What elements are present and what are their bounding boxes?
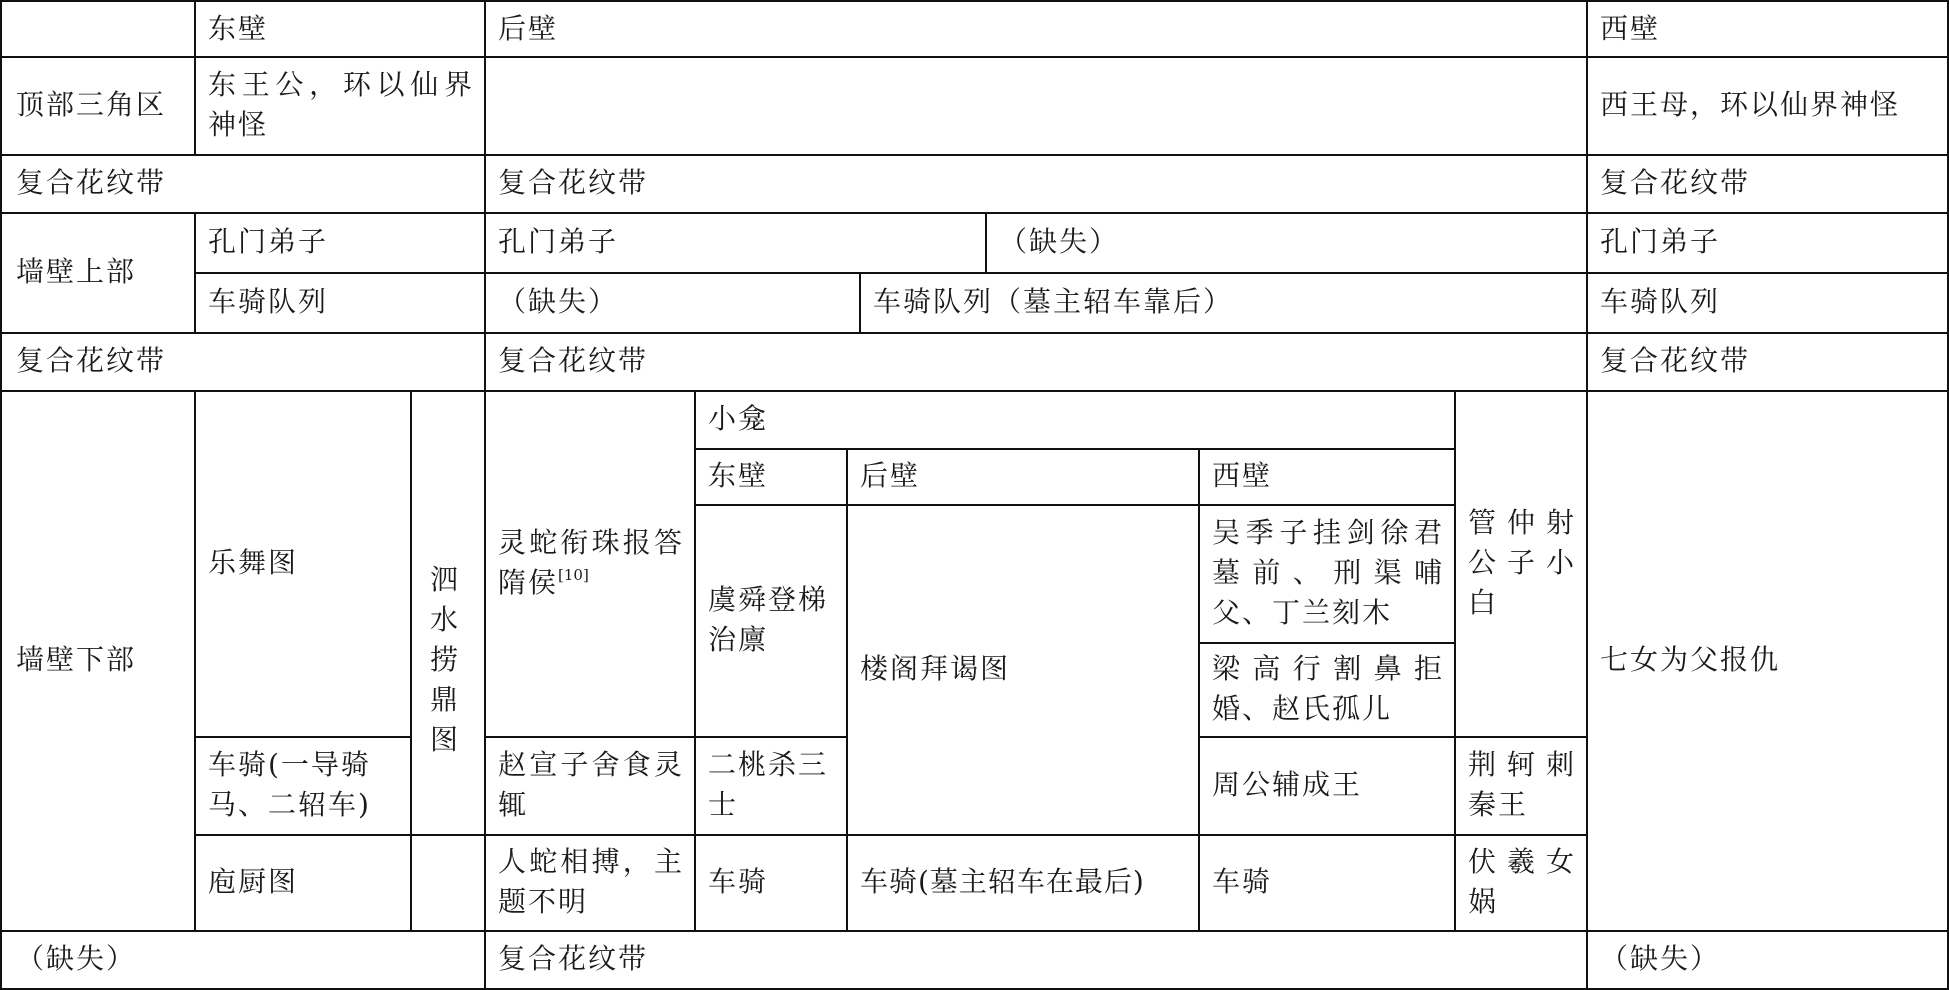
seven-daughters-text: 七女为父报仇 bbox=[1600, 643, 1781, 676]
grid-line bbox=[1198, 448, 1200, 932]
niche-yu-shun bbox=[694, 504, 846, 736]
lower-east-music-dance bbox=[194, 390, 410, 736]
lower-fuxi-nuwa bbox=[1454, 834, 1586, 930]
band-2-left-text: 复合花纹带 bbox=[16, 344, 167, 377]
niche-east-header bbox=[694, 448, 846, 504]
grid-line bbox=[1586, 0, 1588, 990]
niche-west-chariot bbox=[1198, 834, 1454, 930]
grid-line bbox=[694, 390, 696, 932]
upper-west-row2 bbox=[1586, 272, 1946, 332]
band-2-west bbox=[1586, 332, 1946, 390]
upper-rear-row1-left bbox=[484, 212, 985, 272]
top-triangle-east bbox=[194, 56, 484, 154]
grid-line bbox=[0, 930, 1949, 932]
niche-west-chariot-text: 车骑 bbox=[1212, 865, 1273, 898]
row-label-lower-wall bbox=[2, 390, 194, 930]
lower-east-music-text: 乐舞图 bbox=[208, 546, 299, 579]
lower-west-seven-daughters bbox=[1586, 390, 1946, 930]
upper-rear-row1-right-text: （缺失） bbox=[999, 225, 1120, 258]
grid-line bbox=[0, 0, 1949, 2]
zhao-xuanzi-text: 赵宣子舍食灵辄 bbox=[498, 748, 684, 821]
upper-east-row1-text: 孔门弟子 bbox=[208, 225, 329, 258]
bottom-rear-text: 复合花纹带 bbox=[498, 942, 649, 975]
band-1-rear-text: 复合花纹带 bbox=[498, 166, 649, 199]
upper-rear-row1-right bbox=[985, 212, 1586, 272]
top-triangle-rear-empty bbox=[484, 56, 1586, 154]
top-triangle-west bbox=[1586, 56, 1946, 154]
header-rear-wall bbox=[484, 2, 1586, 56]
grid-line bbox=[484, 736, 846, 738]
bottom-rear-band bbox=[484, 930, 1586, 988]
band-1-rear bbox=[484, 154, 1586, 212]
grid-line bbox=[194, 736, 410, 738]
niche-east-chariot bbox=[694, 834, 846, 930]
grid-line bbox=[0, 154, 1949, 156]
citation-ref: [10] bbox=[558, 566, 589, 584]
liang-gaoxing-text: 梁高行割鼻拒婚、赵氏孤儿 bbox=[1212, 652, 1444, 725]
lower-man-snake bbox=[484, 834, 694, 930]
niche-west-text: 西壁 bbox=[1212, 459, 1273, 492]
row-label-upper-wall bbox=[2, 212, 194, 332]
niche-liang-gaoxing bbox=[1198, 642, 1454, 736]
grid-line bbox=[194, 212, 196, 334]
header-rear-text: 后壁 bbox=[498, 12, 559, 45]
niche-two-peaches bbox=[694, 736, 846, 834]
lower-east-kitchen-text: 庖厨图 bbox=[208, 865, 299, 898]
two-peaches-text: 二桃杀三士 bbox=[708, 748, 829, 821]
bottom-left-missing bbox=[2, 930, 484, 988]
niche-wu-jizi bbox=[1198, 504, 1454, 642]
band-2-left bbox=[2, 332, 484, 390]
grid-line bbox=[0, 332, 1949, 334]
lower-wall-label-text: 墙壁下部 bbox=[16, 643, 137, 676]
grid-line bbox=[410, 390, 412, 932]
grid-line bbox=[859, 272, 861, 334]
man-snake-text: 人蛇相搏，主题不明 bbox=[498, 845, 684, 918]
header-west-wall bbox=[1586, 2, 1946, 56]
band-1-left bbox=[2, 154, 484, 212]
grid-line bbox=[194, 834, 1586, 836]
upper-rear-row2-left bbox=[484, 272, 859, 332]
niche-zhou-gong bbox=[1198, 736, 1454, 834]
top-triangle-east-text: 东王公，环以仙界神怪 bbox=[208, 68, 474, 141]
band-2-rear bbox=[484, 332, 1586, 390]
lower-east-kitchen bbox=[194, 834, 410, 930]
niche-rear-chariot-text: 车骑(墓主轺车在最后) bbox=[860, 865, 1145, 898]
lower-si-river-tripod bbox=[410, 390, 484, 930]
grid-line bbox=[194, 0, 196, 156]
upper-rear-row2-right-text: 车骑队列（墓主轺车靠后） bbox=[873, 285, 1234, 318]
lower-east-chariot bbox=[194, 736, 410, 834]
grid-line bbox=[694, 448, 1454, 450]
niche-east-chariot-text: 车骑 bbox=[708, 865, 769, 898]
band-2-west-text: 复合花纹带 bbox=[1600, 344, 1751, 377]
niche-west-header bbox=[1198, 448, 1454, 504]
upper-west-row1 bbox=[1586, 212, 1946, 272]
grid-line bbox=[1198, 736, 1586, 738]
grid-line bbox=[0, 0, 2, 990]
lower-snake-pearl bbox=[484, 390, 694, 736]
fuxi-text: 伏羲女娲 bbox=[1468, 845, 1576, 918]
bottom-west-text: （缺失） bbox=[1600, 942, 1721, 975]
upper-west-row1-text: 孔门弟子 bbox=[1600, 225, 1721, 258]
header-east-text: 东壁 bbox=[208, 12, 269, 45]
lower-guan-zhong bbox=[1454, 390, 1586, 736]
zhou-gong-text: 周公辅成王 bbox=[1212, 768, 1363, 801]
niche-rear-text: 后壁 bbox=[860, 459, 921, 492]
grid-line bbox=[0, 390, 1949, 392]
niche-title-text: 小龛 bbox=[708, 402, 769, 435]
lower-jing-ke bbox=[1454, 736, 1586, 834]
top-triangle-west-text: 西王母，环以仙界神怪 bbox=[1600, 88, 1901, 121]
niche-east-text: 东壁 bbox=[708, 459, 769, 492]
header-west-text: 西壁 bbox=[1600, 12, 1661, 45]
yu-shun-text: 虞舜登梯治廪 bbox=[708, 583, 829, 656]
header-east-wall bbox=[194, 2, 484, 56]
pavilion-text: 楼阁拜谒图 bbox=[860, 652, 1011, 685]
upper-rear-row2-left-text: （缺失） bbox=[498, 285, 619, 318]
band-1-west-text: 复合花纹带 bbox=[1600, 166, 1751, 199]
wu-jizi-text: 吴季子挂剑徐君墓前、刑渠哺父、丁兰刻木 bbox=[1212, 516, 1444, 629]
grid-line bbox=[194, 272, 1949, 274]
guan-zhong-text: 管仲射公子小白 bbox=[1468, 506, 1576, 619]
upper-rear-row2-right bbox=[859, 272, 1586, 332]
grid-line bbox=[484, 0, 486, 990]
grid-line bbox=[0, 212, 1949, 214]
lower-zhao-xuanzi bbox=[484, 736, 694, 834]
grid-line bbox=[1454, 390, 1456, 932]
snake-pearl-text: 灵蛇衔珠报答隋侯[10] bbox=[498, 526, 684, 599]
upper-east-row2 bbox=[194, 272, 484, 332]
grid-line bbox=[0, 56, 1949, 58]
lower-east-chariot-text: 车骑(一导骑马、二轺车) bbox=[208, 748, 371, 821]
grid-line bbox=[846, 448, 848, 932]
upper-west-row2-text: 车骑队列 bbox=[1600, 285, 1721, 318]
grid-line bbox=[985, 212, 987, 274]
band-1-left-text: 复合花纹带 bbox=[16, 166, 167, 199]
row-label-top-triangle bbox=[2, 56, 194, 154]
top-triangle-label-text: 顶部三角区 bbox=[16, 88, 167, 121]
grid-line bbox=[1198, 642, 1454, 644]
grid-line bbox=[694, 504, 1454, 506]
band-2-rear-text: 复合花纹带 bbox=[498, 344, 649, 377]
si-river-text: 泗水捞鼎图 bbox=[430, 563, 459, 756]
upper-east-row2-text: 车骑队列 bbox=[208, 285, 329, 318]
bottom-left-text: （缺失） bbox=[16, 942, 137, 975]
niche-title bbox=[694, 390, 1454, 448]
grid-line bbox=[194, 390, 196, 932]
niche-rear-header bbox=[846, 448, 1198, 504]
upper-rear-row1-left-text: 孔门弟子 bbox=[498, 225, 619, 258]
band-1-west bbox=[1586, 154, 1946, 212]
niche-pavilion bbox=[846, 504, 1198, 834]
jing-ke-text: 荆轲刺秦王 bbox=[1468, 748, 1576, 821]
niche-rear-chariot bbox=[846, 834, 1198, 930]
upper-east-row1 bbox=[194, 212, 484, 272]
upper-wall-label-text: 墙壁上部 bbox=[16, 255, 137, 288]
bottom-west-missing bbox=[1586, 930, 1946, 988]
